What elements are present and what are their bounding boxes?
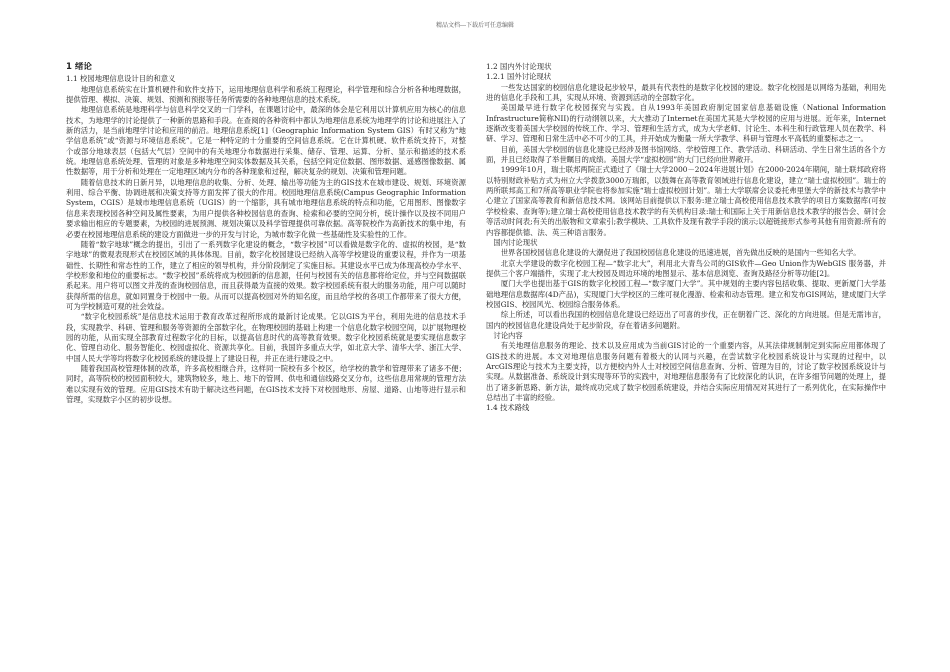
page-header: 精品文档---下载后可任意编辑 [435,22,515,29]
section-title-1-2-1: 1.2.1 国外讨论现状 [486,72,552,82]
paragraph: 1999年10月，瑞士联邦两院正式通过了《瑞士大学2000－2024年进展计划》在2000-2024年期间，瑞士联邦政府将以特别财政补贴方式为州立大学拨款3000万瑞郎，以鼓舞在高等教育领域进行信息化建设，建立“瑞士虚拟校园”。瑞士的两所联邦高工和7所高等职业学院也将参加实施“瑞士虚拟校园计划”。瑞士大学联席会议委托弗里堡大学的新技术与教学中心建立了国家高等教育和新信息技术网。该网站目前提供以下服务:建立瑞士高校使用信息技术教学的项目方案数据库(可按学校检索、查询等);建立瑞士高校使用信息技术教学的有关机构目录:瑞士和国际上关于用新信息技术教学的报告会、研讨会等活动时间表;有关的出版物和文章索引;教学模块、工具软件及现有教学手段的演示;以超链接形式参考其他有用资源:所有的内容都提供德、法、英三种语言服务。 [486,165,886,237]
paragraph: 有关地理信息服务的理论、技术以及应用成为当前GIS讨论的一个重要内容，从其法律规制制定到实际应用都体现了GIS技术的进展。本文对地理信息服务问题有着极大的认同与兴趣，在尝试数字化校园系统设计与实现的过程中，以ArcGIS理论与技术为主要支持，以方便校内外人士对校园空间信息查询、分析、管理为目的，讨论了数字校园系统设计与实现。从数据准备、系统设计到实现等环节的实践中，对地理信息服务有了比较深化的认识，在许多细节问题的处理上，提出了诸多新思路、新方法，最终成功完成了数字校园系统建设，并结合实际应用情况对其进行了一系列优化，在实际操作中总结出了丰富的经验。 [486,341,886,402]
paragraph: 一些发达国家的校园信息化建设起步较早，最具有代表性的是数字化校园的建设。数字化校园是以网络为基础，利用先进的信息化手段和工具，实现从环境、资源到活动的全部数字化。 [486,82,886,103]
subsection-title-domestic: 国内讨论现状 [493,237,538,247]
section-title-1-2: 1.2 国内外讨论现状 [486,62,552,71]
left-column [66,62,466,654]
paragraph: 随着信息技术的日新月异，以地理信息的收集、分析、处理、输出等功能为主的GIS技术在城市建设、规划、环境资源利用、综合平衡、协调进展和决策支持等方面发挥了很大的作用。校园地理信息系统(Campus Geographic Information System，CGIS）是城市地理信息系统（UGIS）的一个缩影，具有城市地理信息系统的特点和功能，它用图形、图像数字信息来表现校园各种空间及属性要素，为用户提供各种校园信息的查询、检索和必要的空间分析，统计操作以及按不同用户要求输出相应的专题要素，为校园的进展预测、规划决策以及科学管理提供可靠依据。高等院校作为高新技术的集中地，有必要在校园地理信息系统的建设方面做进一步的开发与讨论，为城市数字化做一些基础性及实验性的工作。 [66,177,466,239]
section-title-1-4: 1.4 技术路线 [486,403,530,413]
paragraph: 综上所述，可以看出我国的校园信息化建设已经迈出了可喜的步伐，正在朝着广泛、深化的方向进展。但是无需讳言，国内的校园信息化建设尚处于起步阶段，存在着诸多问题附。 [486,310,886,330]
paragraph: 美国最早进行数字化校园探究与实践。自从1993年美国政府制定国家信息基础设施（National Information Infrastructure简称NII)的行动纲领以来，大大推动了Internet在美国尤其是大学校园的应用与进展。近年来，Internet逐渐改变着美国大学校园的传统工作、学习、管理和生活方式，成为大学老师、讨论生、本科生和行政管理人员在教学、科研、学习、管理和日常生活中必不可少的工具，并开始成为衡量一所大学教学、科研与管理水平高低的重要标志之一。 [486,103,886,144]
section-title-1-1: 1.1 校园地理信息设计目的和意义 [66,74,176,84]
paragraph: 随着我国高校管理体制的改革，许多高校相继合并，这样同一院校有多个校区，给学校的教学和管理带来了诸多不便；同时，高等院校的校园面积较大，建筑物较多，地上、地下的管网、供电和通信线路交叉分布，这些信息用常规的管理方法难以实现有效的管理。应用GIS技术有助于解决这些问题，在GIS技术支持下对校园地形、房屋、道路、山地等进行显示和管理，实现数字小区的初步设想。 [66,363,466,404]
right-column [486,62,886,654]
paragraph: 地理信息系统实在计算机硬件和软件支持下，运用地理信息科学和系统工程理论，科学管理和综合分析各种地理数据，提供管理、模拟、决策、规划、预测和预报等任务所需要的各种地理信息的技术系统。 [66,84,466,105]
paragraph: 厦门大学也提出基于GIS的数字化校园工程—“数字厦门大学”。其中规划的主要内容包括收集、提取、更新厦门大学基础地理信息数据库(4D产品)，实现厦门大学校区的三维可视化漫游、检索和动态管理。建立和发布GIS网站，建成厦门大学校园GIS、校园风光、校园综合服务体系。 [486,279,886,309]
paragraph: 地理信息系统是地理科学与信息科学交叉的一门学科，在课题讨论中，最深的体会是它利用以计算机应用为核心的信息技术，为地理学的讨论提供了一种新的思路和手段。在查阅的各种资料中都认为地理信息系统为地理学的讨论和进展注入了新的活力，是当前地理学讨论和应用的前沿。地理信息系统[1]（Geographic Information System GIS）有时又称为“地学信息系统”或“资源与环境信息系统”。它是一种特定的十分重要的空间信息系统。它在计算机硬、软件系统支持下，对整个或部分地球表层（包括大气层）空间中的有关地理分布数据进行采集、储存、管理、运算、分析、显示和描述的技术系统。地理信息系统处理、管理的对象是多种地理空间实体数据及其关系，包括空间定位数据、图形数据、遥感图像数据、属性数据等，用于分析和处理在一定地理区域内分布的各种现象和过程，解决复杂的规划、决策和管理问题。 [66,105,466,177]
paragraph: 北京大学建设的数字化校园工程—“数字北大”，利用北大青鸟公司的GIS软件—Geo Union作为WebGIS 服务器，并提供三个客户端插件，实现了北大校园及周边环境的地图显示、基本信息浏览、查询及路径分析等功能[2]。 [486,258,886,278]
paragraph: 世界各国校园信息化建设的大潮促进了我国校园信息化建设的迅速进展，首先做出反映的是国内一些知名大学。 [500,248,861,258]
paragraph: “数字化校园系统”是信息技术运用于教育改革过程所形成的最新讨论成果。它以GIS为平台，利用先进的信息技术手段，实现教学、科研、管理和服务等资源的全部数字化，在物理校园的基础上构建一个信息化数字校园空间，以扩展物理校园的功能，从而实现全部教育过程数字化的目标，以提高信息时代的高等教育效果。数字化校园系统就是要实现信息数字化、管理自动化、服务智能化、校园虚拟化、资源共享化。目前，我国许多重点大学，如北京大学、清华大学、浙江大学、中国人民大学等均将数字化校园系统的建设提上了建设日程，并正在进行建设之中。 [66,312,466,363]
chapter-title: 1 绪论 [66,62,92,72]
subsection-title-discussion: 讨论内容 [493,330,523,340]
paragraph: 目前，美国大学校园的信息化建设已经涉及图书馆网络、学校管理工作、教学活动、科研活动、学生日常生活的各个方面，并且已经取得了举世瞩目的成绩。美国大学“虚拟校园”的大门已经向世界敞开。 [486,144,886,165]
paragraph: 随着“数字地球”概念的提出，引出了一系列数字化建设的概念，“数字校园”可以看做是数字化的、虚拟的校园，是“数字地球”的微观表现形式在校园区域的具体体现。目前，数字化校园建设已经纳入高等学校建设的重要议程，并作为一项基础性、长期性和常态性的工作，建立了相应的领导机构，并分阶段制定了实施目标。其建设水平已成为体现高校办学水平、学校形象和地位的重要标志。“数字校园”系统将成为校园新的信息源，任何与校园有关的信息都将给定位，并与空间数据联系起来。用户将可以图文并茂的查询校园信息，而且获得最为直接的效果。数字校园系统有很大的服务功能，用户可以随时获得所需的信息，就如同置身于校园中一般。从而可以提高校园对外的知名度，而且给学校的各项工作都带来了很大方便，可为学校制造可观的社会效益。 [66,239,466,311]
